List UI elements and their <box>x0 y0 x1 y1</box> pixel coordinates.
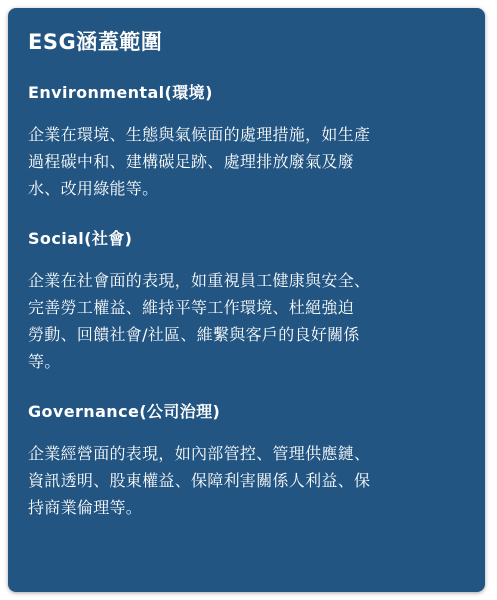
body-line: 企業經營面的表現，如內部管控、管理供應鏈、 <box>28 444 371 463</box>
body-line: 過程碳中和、建構碳足跡、處理排放廢氣及廢 <box>28 152 355 171</box>
body-line: 企業在社會面的表現，如重視員工健康與安全、 <box>28 271 371 290</box>
section-environmental <box>28 82 465 202</box>
section-body-social <box>28 267 465 375</box>
section-heading-governance: Governance(公司治理) <box>28 402 221 421</box>
body-line: 持商業倫理等。 <box>28 498 143 517</box>
body-line: 勞動、回饋社會/社區、維繫與客戶的良好關係 <box>28 325 360 344</box>
body-line: 水、改用綠能等。 <box>28 179 159 198</box>
section-social <box>28 228 465 375</box>
body-line: 完善勞工權益、維持平等工作環境、杜絕強迫 <box>28 298 355 317</box>
body-line: 企業在環境、生態與氣候面的處理措施，如生產 <box>28 125 371 144</box>
section-heading-environmental: Environmental(環境) <box>28 83 213 102</box>
section-governance <box>28 401 465 521</box>
card-title: ESG涵蓋範圍 <box>28 30 163 54</box>
body-line: 等。 <box>28 352 61 371</box>
esg-scope-card <box>8 8 485 592</box>
section-body-governance <box>28 440 465 521</box>
section-heading-social: Social(社會) <box>28 229 133 248</box>
body-line: 資訊透明、股東權益、保障利害關係人利益、保 <box>28 471 371 490</box>
section-body-environmental <box>28 121 465 202</box>
